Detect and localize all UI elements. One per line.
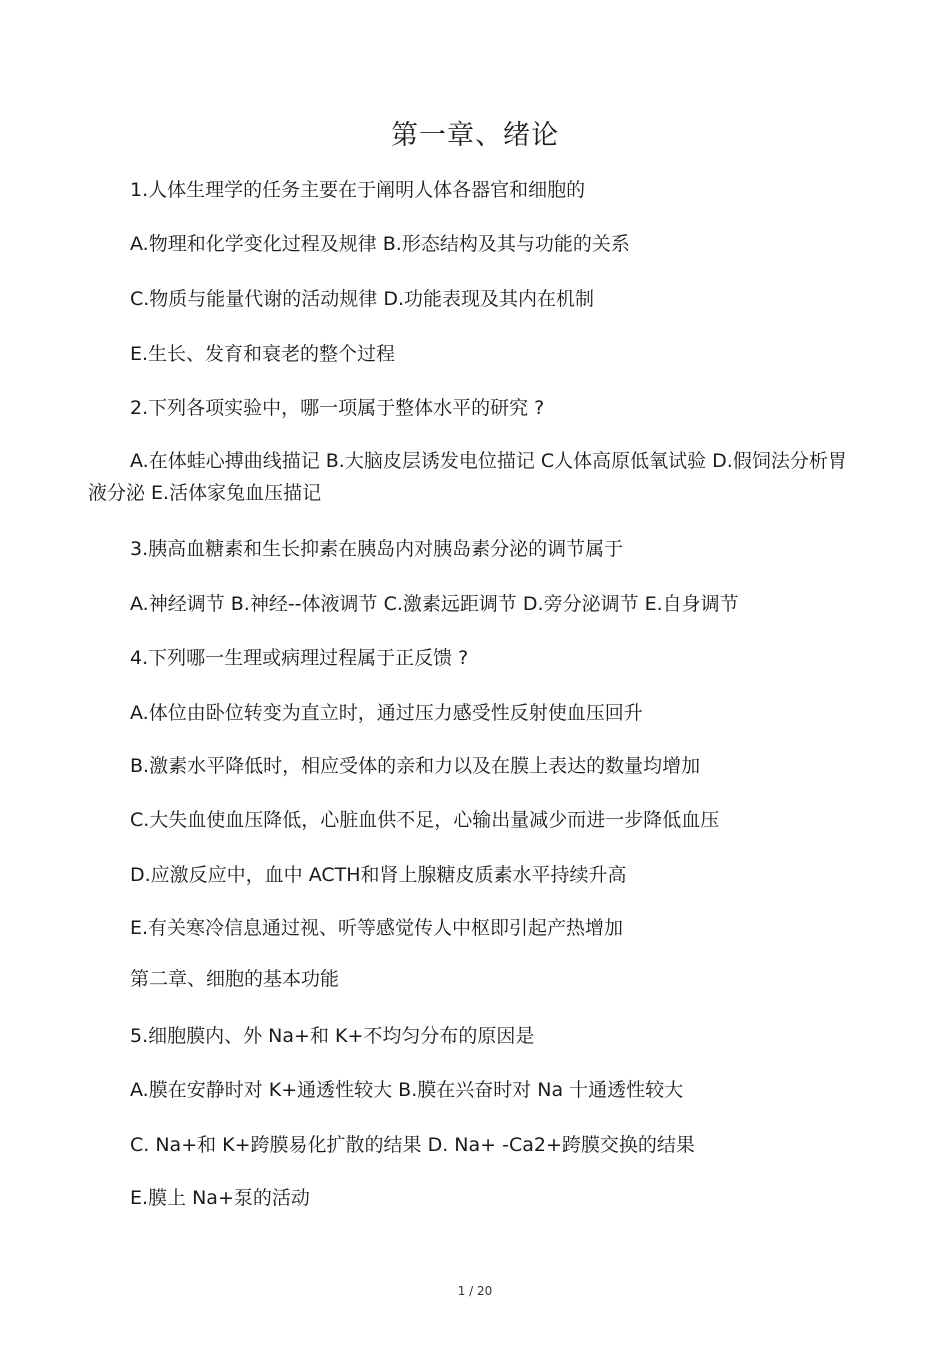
question-4-option-c: C.大失血使血压降低，心脏血供不足，心输出量减少而进一步降低血压	[130, 809, 720, 831]
question-4-option-a: A.体位由卧位转变为直立时，通过压力感受性反射使血压回升	[130, 702, 643, 724]
question-3-options: A.神经调节 B.神经--体液调节 C.激素远距调节 D.旁分泌调节 E.自身调节	[130, 593, 739, 615]
page-number: 1 / 20	[457, 1284, 493, 1298]
question-4-option-e: E.有关寒冷信息通过视、听等感觉传人中枢即引起产热增加	[130, 917, 624, 939]
question-1-stem: 1.人体生理学的任务主要在于阐明人体各器官和细胞的	[130, 179, 586, 201]
question-3-stem: 3.胰高血糖素和生长抑素在胰岛内对胰岛素分泌的调节属于	[130, 538, 624, 560]
question-4-option-d: D.应激反应中，血中 ACTH和肾上腺糖皮质素水平持续升高	[130, 864, 627, 886]
question-1-options-ab: A.物理和化学变化过程及规律 B.形态结构及其与功能的关系	[130, 233, 630, 255]
question-4-stem: 4.下列哪一生理或病理过程属于正反馈 ?	[130, 647, 469, 669]
question-5-options-ab: A.膜在安静时对 K+通透性较大 B.膜在兴奋时对 Na 十通透性较大	[130, 1079, 684, 1101]
chapter-2-heading: 第二章、细胞的基本功能	[130, 968, 340, 990]
question-4-option-b: B.激素水平降低时，相应受体的亲和力以及在膜上表达的数量均增加	[130, 755, 701, 777]
question-5-stem: 5.细胞膜内、外 Na+和 K+不均匀分布的原因是	[130, 1025, 535, 1047]
question-2-options: A.在体蛙心搏曲线描记 B.大脑皮层诱发电位描记 C人体高原低氧试验 D.假饲法分析胃液分泌 E.活体家兔血压描记	[88, 450, 847, 504]
question-5-options-cd: C. Na+和 K+跨膜易化扩散的结果 D. Na+ -Ca2+跨膜交换的结果	[130, 1134, 695, 1156]
question-5-option-e: E.膜上 Na+泵的活动	[130, 1187, 310, 1209]
chapter-title: 第一章、绪论	[391, 120, 559, 151]
question-1-options-cd: C.物质与能量代谢的活动规律 D.功能表现及其内在机制	[130, 288, 595, 310]
question-2-stem: 2.下列各项实验中，哪一项属于整体水平的研究 ?	[130, 397, 545, 419]
question-1-option-e: E.生长、发育和衰老的整个过程	[130, 343, 396, 365]
